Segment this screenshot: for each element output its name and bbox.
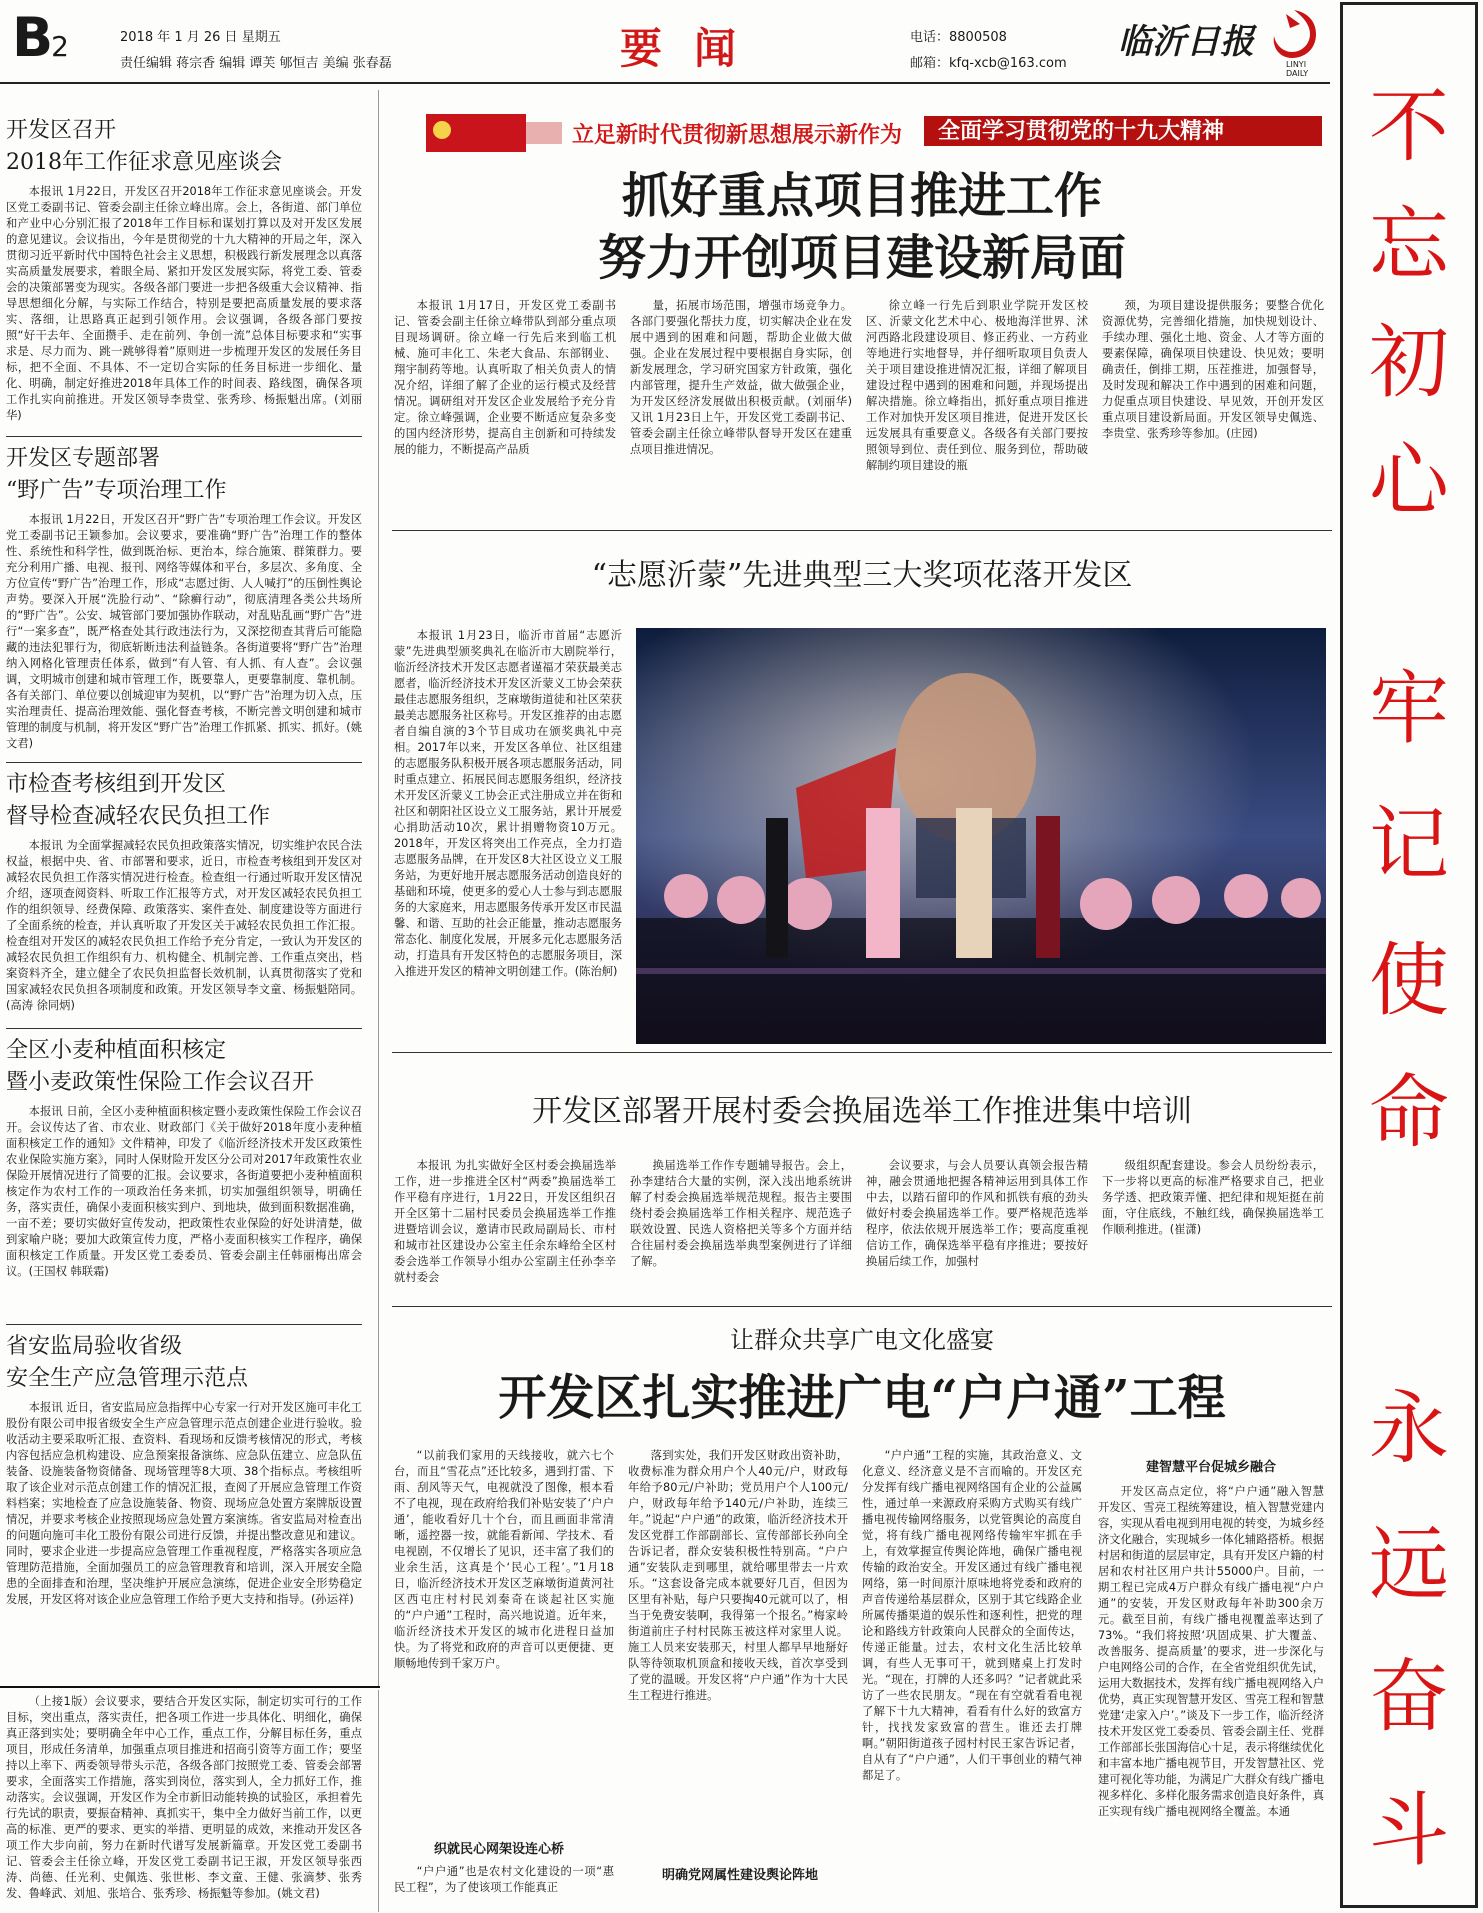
- article-body: 本报讯 1月22日，开发区召开2018年工作征求意见座谈会。开发区党工委副书记、管委会副主任徐立峰出席。会上，各街道、部门单位和产业中心分别汇报了2018年工作目标和谋划打算以及对开发区发展的意见建议。会议指出，今年是贯彻党的十九大精神的开局之年，深入贯彻习近平新时代中国特色社会主义思想，积极践行新发展理念以真落实高质量发展要求，着眼全局、紧扣开发区发展实际，将党工委、管委会的决策部署变为现实。各级各部门要进一步把各级重大会议精神、指导思想细化分解，与实际工作结合，特别是要把高质量发展的要求落实、落细，让思路真正起到引领作用。会议强调，各级各部门要按照“好干去年、全面攒手、走在前列、争创一流”总体目标要求和“实事求是、尽力而为、跳一跳够得着”原则进一步梳理开发区的发展任务目标，把不全面、不具体、不一定切合实际的任务目标进一步细化、量化、明确，制定好推进2018年具体工作的时间表、路线图，确保各项工作扎实向前推进。开发区领导李贵堂、张秀珍、杨振魁出席。(刘丽华): [6, 185, 362, 422]
- broadcast-subhead: 建智慧平台促城乡融合: [1146, 1460, 1277, 1475]
- divider: [6, 1028, 362, 1029]
- email: 邮箱：kfq-xcb@163.com: [910, 56, 1067, 71]
- article-title: 安全生产应急管理示范点: [6, 1366, 249, 1391]
- ribbon-theme: 全面学习贯彻党的十九大精神: [924, 116, 1322, 146]
- article-title: 市检查考核组到开发区: [6, 772, 227, 797]
- slogan-char: 心: [1369, 434, 1449, 527]
- divider: [392, 1052, 1332, 1053]
- divider: [6, 1324, 362, 1325]
- divider: [392, 530, 1332, 531]
- page-number: B2: [12, 6, 67, 69]
- flag-icon: [422, 112, 562, 154]
- training-body-col3: 会议要求，与会人员要认真领会报告精神，融会贯通地把握各精神运用到具体工作中去，以踏石留印的作风和抓铁有痕的劲头做好村委会换届选举工作。要严格规范选举程序，依法依规开展选举工作；要高度重视信访工作，确保选举平稳有序推进；要按好换届后续工作，加强村: [866, 1159, 1088, 1268]
- slogan-char: 使: [1369, 934, 1449, 1027]
- stage-photo: [636, 628, 1326, 1044]
- broadcast-subhead: 明确党网属性建设舆论阵地: [662, 1868, 819, 1883]
- slogan-char: 奋: [1369, 1650, 1449, 1743]
- article-title: 2018年工作征求意见座谈会: [6, 150, 282, 175]
- paper-logo: 临沂日报: [1118, 22, 1254, 62]
- volunteer-body: 本报讯 1月23日，临沂市首届“志愿沂蒙”先进典型颁奖典礼在临沂市大剧院举行，临沂经济技术开发区志愿者谨福才荣获最美志愿者，临沂经济技术开发区沂蒙义工协会荣获最佳志愿服务组织，芝麻墩街道徒和社区荣获最美志愿服务社区称号。开发区推荐的由志愿者自编自演的3个节目成功在颁奖典礼中亮相。2017年以来，开发区各单位、社区组建的志愿服务队积极开展各项志愿服务活动，同时重点建立、拓展民间志愿服务组织，经济技术开发区沂蒙义工协会正式注册成立并在街和社区和朝阳社区设立义工服务站，累计开展爱心捐助活动10次，累计捐赠物资10万元。2018年，开发区将突出工作亮点，全力打造志愿服务品牌，在开发区8大社区设立义工服务站，为更好地开展志愿服务活动创造良好的基础和环境，使更多的爱心人士参与到志愿服务的大家庭来，用志愿服务传承开发区市民温馨、和谐、互助的社会正能量，推动志愿服务常态化、制度化发展，开展多元化志愿服务活动，打造具有开发区特色的志愿服务项目，深入推进开发区的精神文明创建工作。(陈治舸): [394, 629, 622, 978]
- training-body-col2: 换届选举工作作专题辅导报告。会上，孙李建结合大量的实例，深入浅出地系统讲解了村委会换届选举规范规程。报告主要围绕村委会换届选举工作相关程序、规范选子联效设置、民选人资格把关等多个方面并结合往届村委会换届选举典型案例进行了详细了解。: [630, 1159, 852, 1268]
- article-body: 本报讯 为全面掌握减轻农民负担政策落实情况，切实维护农民合法权益，根据中央、省、市部署和要求，近日，市检查考核组到开发区对减轻农民负担工作落实情况进行检查。检查组一行通过听取开发区情况介绍，逐项查阅资料、听取工作汇报等方式，对开发区减轻农民负担工作的组织领导、经费保障、政策落实、案件查处、制度建设等方面进行了全面系统的检查，并认真听取了开发区关于减轻农民负担工作汇报。检查组对开发区的减轻农民负担工作给予充分肯定，一致认为开发区的减轻农民负担工作组织有力、机构健全、机制完善、工作重点突出，档案资料齐全，建立健全了农民负担监督长效机制，认真贯彻落实了党和国家减轻农民负担各项制度和政策。开发区领导李文童、杨振魁陪同。(高涛 徐同炳): [6, 839, 362, 1012]
- continued-article: （上接1版）会议要求，要结合开发区实际，制定切实可行的工作目标，突出重点，落实责任，把各项工作进一步具体化、明细化，确保真正落到实处；要明确全年中心工作，重点工作，分解目标任务，重点项目，形成任务清单，加强重点项目推进和招商引资等方面工作；要坚持以上率下、两委领导带头示范，各级各部门按照党工委、管委会部署要求，全面落实工作措施，落实到岗位，落实到人，全力抓好工作，推动落实。会议强调，开发区作为全市新旧动能转换的试验区，承担着先行先试的职责，要振奋精神、真抓实干，集中全力做好当前工作，以更高的标准、更严的要求、更实的举措、更明显的成效，来推动开发区各项工作大步向前，努力在新时代谱写发展新篇章。开发区党工委副书记、管委会主任徐立峰，开发区党工委副书记王淑，开发区领导张西涛、尚德、任光利、史佩选、张世彬、李文童、王健、张滴梦、张秀发、鲁峰武、刘旭、张培合、张秀珍、杨振魁等参加。(姚文君): [6, 1695, 362, 1900]
- column-rule: [378, 1690, 379, 1912]
- lead-title-line2: 努力开创项目建设新局面: [597, 230, 1126, 286]
- broadcast-body-col1b: “户户通”也是农村文化建设的一项“惠民工程”，为了使该项工作能真正: [394, 1865, 614, 1894]
- lead-body-col3: 徐立峰一行先后到职业学院开发区校区、沂蒙文化艺术中心、极地海洋世界、沭河西路北段建设项目、修正药业、一方药业等地进行实地督导，并仔细听取项目负责人关于项目建设推进情况汇报，详细了解项目建设过程中遇到的困难和问题，并现场提出解决措施。徐立峰指出，抓好重点项目推进工作对加快开发区项目推进，促进开发区长远发展具有重要意义。各级各有关部门要按照领导到位、责任到位、服务到位，帮助破解制约项目建设的瓶: [866, 299, 1088, 472]
- broadcast-body-col2: 落到实处，我们开发区财政出资补助，收费标准为群众用户个人40元/户，财政每年给予80元/户补助；党员用户个人100元/户，财政每年给予140元/户补助，连续三年。”说起“户户通”的政策，临沂经济技术开发区党群工作部副部长、宣传部部长孙向全告诉记者，群众安装积极性特别高。“户户通”安装队走到哪里，就给哪里带去一片欢乐。“这套设备完成本就要好几百，但因为区里有补贴，每户只要掏40元就可以了，相当于免费安装啊，我得第一个报名。”梅家岭街道前庄子村村民陈玉被这样对家里人说。施工人员来安装那天，村里人都早早地掰好队等待领取机顶盒和接收天线，首次享受到了党的温暖。开发区将“户户通”作为十大民生工程进行推进。: [628, 1449, 848, 1702]
- article-title: 开发区专题部署: [6, 446, 161, 471]
- slogan-char: 初: [1369, 316, 1449, 409]
- column-rule: [378, 90, 379, 1686]
- article-title: 省安监局验收省级: [6, 1334, 183, 1359]
- article-body: 本报讯 日前，全区小麦种植面积核定暨小麦政策性保险工作会议召开。会议传达了省、市农业、财政部门《关于做好2018年度小麦种植面积核定工作的通知》文件精神，印发了《临沂经济技术开发区政策性农业保险实施方案》，同时人保财险开发区分公司对2017年政策性农业保险开展情况进行了简要的汇报。会议要求，各街道要把小麦种植面积核定作为农村工作的一项政治任务来抓，切实加强组织领导，明确任务，落实责任，确保小麦面积核实到户、到地块，做到面积数据准确，一亩不差；要切实做好宣传发动，把政策性农业保险的好处讲清楚，做到家喻户晓；要加大政策宣传力度，严格小麦面积核实工作程序，确保面积核定工作质量。开发区党工委委员、管委会副主任韩丽梅出席会议。(王国权 韩联霜): [6, 1105, 362, 1278]
- training-title: 开发区部署开展村委会换届选举工作推进集中培训: [532, 1094, 1192, 1129]
- article-title: 全区小麦种植面积核定: [6, 1038, 227, 1063]
- article-title: 督导检查减轻农民负担工作: [6, 804, 271, 829]
- section-name: 要闻: [620, 24, 769, 73]
- slogan-char: 不: [1369, 80, 1449, 173]
- slogan-char: 记: [1369, 798, 1449, 891]
- editors-line: 责任编辑 蒋宗香 编辑 谭芙 郇恒吉 美编 张春磊: [120, 56, 392, 71]
- training-body-col4: 级组织配套建设。参会人员纷纷表示，下一步将以更高的标准严格要求自己，把业务学透、把政策弄懂、把纪律和规矩挺在前面，守住底线，不触红线，确保换届选举工作顺利推进。(崔潇): [1102, 1159, 1324, 1236]
- slogan-banner: [1340, 2, 1478, 1908]
- lead-body-col4: 颈，为项目建设提供服务；要整合优化资源优势，完善细化措施，加快规划设计、手续办理、强化土地、资金、人才等方面的要素保障，确保项目快建设、快见效；要明确责任，倒排工期，压茬推进，加强督导，及时发现和解决工作中遇到的困难和问题，力促重点项目快建设、早见效，开创开发区重点项目建设新局面。开发区领导史佩选、李贵堂、张秀珍等参加。(庄园): [1102, 299, 1324, 440]
- slogan-char: 命: [1369, 1066, 1449, 1159]
- divider: [6, 436, 362, 437]
- stage-photo-image: [636, 628, 1326, 1044]
- lead-title-line1: 抓好重点项目推进工作: [621, 168, 1102, 224]
- slogan-char: 斗: [1369, 1784, 1449, 1877]
- broadcast-body-col1: “以前我们家用的天线接收，就六七个台，而且“雪花点”还比较多，遇到打雷、下雨、刮风等天气，电视就没了图像，根本看不了电视，现在政府给我们补贴安装了‘户户通’，能收看好几十个台，而且画面非常清晰，遥控器一按，就能看新闻、学技术、看电视剧，不仅增长了见识，还丰富了我们的业余生活，这真是个‘民心工程’。”1月18日，临沂经济技术开发区芝麻墩街道黄河社区西屯庄村村民刘秦奇在谈起社区实施的“户户通”工程时，高兴地说道。近年来，临沂经济技术开发区的城市化进程日益加快。为了将党和政府的声音可以更便捷、更顺畅地传到千家万户。: [394, 1449, 614, 1670]
- broadcast-body-col4: 开发区高点定位，将“户户通”融入智慧开发区、雪亮工程统筹建设，植入智慧党建内容，实现从看电视到用电视的转变，为城乡经济文化融合，实现城乡一体化辅路搭桥。根据村居和街道的层层审定，具有开发区户籍的村居和农村社区用户共计55000户。目前，一期工程已完成4万户群众有线广播电视“户户通”的安装，开发区财政每年补助300余万元。截至目前，有线广播电视覆盖率达到了73%。“我们将按照‘巩固成果、扩大覆盖、改善服务、提高质量’的要求，进一步深化与户电网络公司的合作，在全省党组织优先试，运用大数据技术，发挥有线广播电视网络入户优势，真正实现智慧开发区、雪亮工程和智慧党建‘走家入户’。”谈及下一步工作，临沂经济技术开发区党工委委员、管委会副主任、党群工作部部长张国海信心十足，表示将继续优化和丰富本地广播电视节目，开发智慧社区、党建可视化等功能，为满足广大群众有线广播电视多样化、多样化服务需求创造良好条件，真正实现有线广播电视网络全覆盖。本通: [1098, 1485, 1324, 1818]
- slogan-char: 远: [1369, 1518, 1449, 1611]
- broadcast-body-col3: “户户通”工程的实施，其政治意义、文化意义、经济意义是不言而喻的。开发区充分发挥有线广播电视网络国有企业的公益属性，通过单一来源政府采购方式购买有线广播电视传输网络服务，以党管舆论的高度自觉，将有线广播电视网络传输牢牢抓在手上，有效掌握宣传舆论阵地，确保广播电视传输的政治安全。开发区通过有线广播电视网络，第一时间原汁原味地将党委和政府的声音传递给基层群众，区别于其它线路企业所属传播渠道的娱乐性和逐利性，把党的理论和路线方针政策向人民群众的全面传达，传递正能量。过去，农村文化生活比较单调，有些人无事可干，就到赌桌上打发时光。“现在，打牌的人还多吗？”记者就此采访了一些农民朋友。“现在有空就看看电视了解下十九大精神，看看有什么好的致富方针，找找发家致富的营生。谁还去打牌啊。”朝阳街道孩子园村村民王家告诉记者，自从有了“户户通”，人们干事创业的精气神都足了。: [862, 1449, 1082, 1782]
- broadcast-kicker: 让群众共享广电文化盛宴: [730, 1326, 994, 1354]
- divider: [6, 762, 362, 763]
- lead-body-col1: 本报讯 1月17日，开发区党工委副书记、管委会副主任徐立峰带队到部分重点项目现场调研。徐立峰一行先后来到临工机械、施可丰化工、朱老大食品、东部钢业、翔宇制药等地。认真听取了相关负责人的情况介绍，详细了解了企业的运行模式及经营情况。调研组对开发区企业发展给予充分肯定。徐立峰强调，企业要不断适应复杂多变的国内经济形势，提高自主创新和可持续发展的能力，不断提高产品质: [394, 299, 616, 456]
- broadcast-subhead: 织就民心网架设连心桥: [434, 1842, 565, 1857]
- slogan-char: 永: [1369, 1382, 1449, 1475]
- ribbon-slogan: 立足新时代贯彻新思想展示新作为: [572, 122, 903, 148]
- paper-logo-en: LINYI DAILY: [1286, 60, 1309, 78]
- date-line: 2018 年 1 月 26 日 星期五: [120, 30, 281, 45]
- article-title: 开发区召开: [6, 118, 117, 143]
- theme-ribbon: [422, 112, 1322, 154]
- masthead: [0, 0, 1330, 84]
- volunteer-title: “志愿沂蒙”先进典型三大奖项花落开发区: [591, 558, 1133, 593]
- article-title: 暨小麦政策性保险工作会议召开: [6, 1070, 315, 1095]
- training-body-col1: 本报讯 为扎实做好全区村委会换届选举工作，进一步推进全区村“两委”换届选举工作平稳有序进行，1月22日，开发区组织召开全区第十二届村民委员会换届选举工作推进暨培训会议，邀请市民政局副局长、市村和城市社区建设办公室主任余东峰给全区村委会选举工作领导小组办公室副主任孙李辛就村委会: [394, 1159, 616, 1284]
- broadcast-title: 开发区扎实推进广电“户户通”工程: [498, 1370, 1226, 1426]
- slogan-char: 忘: [1369, 198, 1449, 291]
- divider: [0, 1686, 380, 1688]
- paper-logo-icon: [1266, 6, 1322, 62]
- article-body: 本报讯 近日，省安监局应急指挥中心专家一行对开发区施可丰化工股份有限公司申报省级安全生产应急管理示范点创建企业进行验收。验收活动主要采取听汇报、查资料、看现场和反馈考核情况的形式，考核内容包括应急机构建设、应急预案报备演练、应急队伍建立、应急队伍装备、设施装备物资储备、现场管理等8大项、38个指标点。考核组听取了该企业对示范点创建工作的情况汇报，查阅了开展应急管理工作资料档案；实地检查了应急设施装备、物资、现场应急处置方案牌版设置情况，并要求考核企业按照现场应急处置方案演练。省安监局对检查出的问题向施可丰化工股份有限公司进行反馈，并提出整改意见和建议。同时，要求企业进一步提高应急管理工作重视程度，严格落实各项应急管理防范措施，全面加强员工的应急管理教育和培训，深入开展安全隐患的全面排查和治理，坚决维护开展应急演练，促进企业安全形势稳定发展，开发区将对该企业应急管理工作给予更大支持和指导。(孙运祥): [6, 1401, 362, 1606]
- divider: [392, 1306, 1332, 1307]
- slogan-char: 牢: [1369, 662, 1449, 755]
- lead-body-col2: 量，拓展市场范围，增强市场竞争力。各部门要强化帮扶力度，切实解决企业在发展中遇到的困难和问题，帮助企业做大做强。企业在发展过程中要根据自身实际，创新发展理念，学习研究国家方针政策，强化内部管理，提升生产效益，做大做强企业，为开发区经济发展做出积极贡献。(刘丽华) 又讯 1月23日上午，开发区党工委副书记、管委会副主任徐立峰带队督导开发区在建重点项目推进情况。: [630, 299, 852, 456]
- article-title: “野广告”专项治理工作: [6, 478, 227, 503]
- article-body: 本报讯 1月22日，开发区召开“野广告”专项治理工作会议。开发区党工委副书记王颖参加。会议要求，要准确“野广告”治理工作的整体性、系统性和科学性，做到既治标、更治本，综合施策、群策群力。要充分利用广播、电视、报刊、网络等媒体和平台，多层次、多角度、全方位宣传“野广告”治理工作，形成“志愿过街、人人喊打”的压倒性舆论声势。要深入开展“洗脸行动”、“除癣行动”，彻底清理各类公共场所的“野广告”。公安、城管部门要加强协作联动，对乱贴乱画“野广告”进行“一案多查”，既严格查处其行政违法行为，又深挖彻查其背后可能隐藏的违法犯罪行为，彻底斩断违法利益链条。各街道要将“野广告”治理纳入网格化管理责任体系，做到“有人管、有人抓、有人查”。会议强调，文明城市创建和城市管理工作，既要靠人，更要靠制度、靠机制。各有关部门、单位要以创城迎审为契机，以“野广告”治理为切入点，压实治理责任、提高治理效能、强化督查考核，不断完善文明创建和城市管理的制度与机制，将开发区“野广告”治理工作抓紧、抓实、抓好。(姚文君): [6, 513, 362, 750]
- phone: 电话：8800508: [910, 30, 1007, 45]
